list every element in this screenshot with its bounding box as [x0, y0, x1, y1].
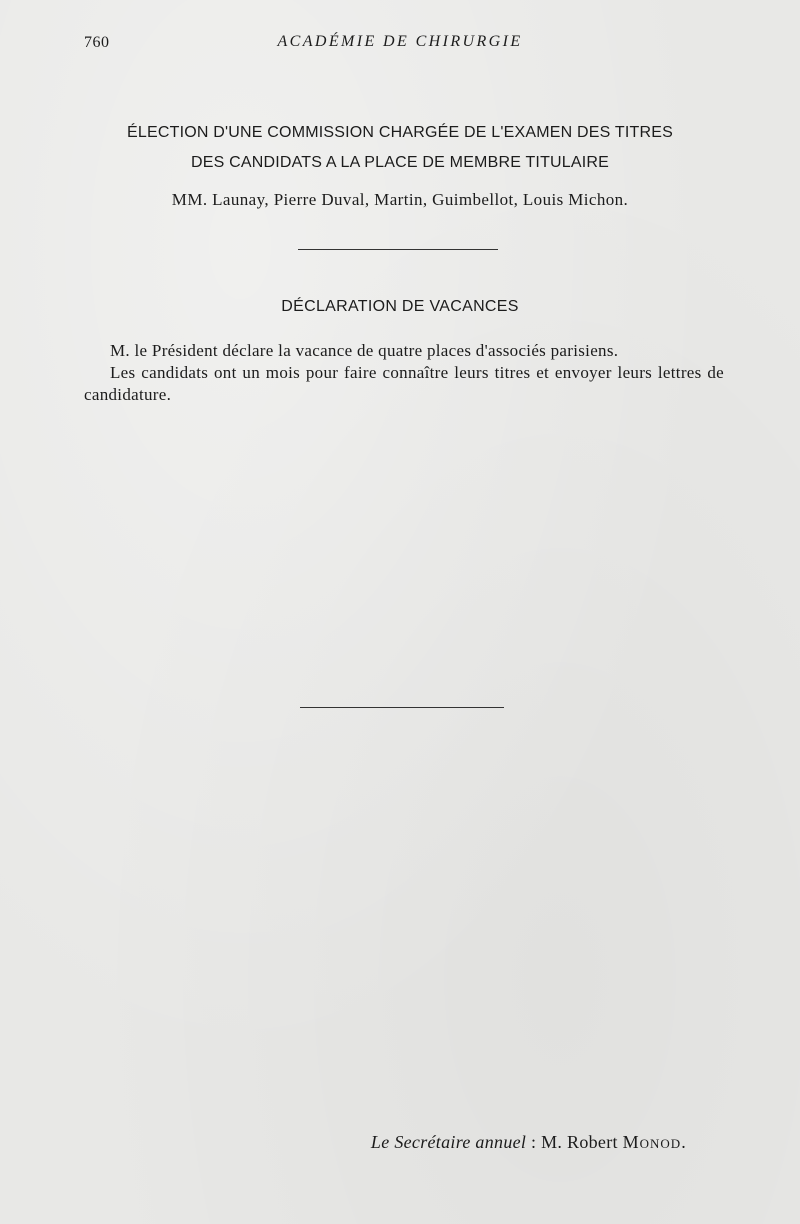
vacancies-title: DÉCLARATION DE VACANCES: [281, 298, 519, 315]
election-title-line-2: DES CANDIDATS A LA PLACE DE MEMBRE TITULAIRE: [190, 154, 610, 171]
page-number: 760: [84, 34, 110, 51]
signature: [371, 1132, 686, 1153]
vacancies-body: [84, 340, 724, 406]
signature-role: Le Secrétaire annuel: [370, 1132, 527, 1152]
signature-separator: :: [526, 1132, 542, 1152]
signature-surname: Monod: [622, 1132, 682, 1152]
commission-members: MM. Launay, Pierre Duval, Martin, Guimbellot, Louis Michon.: [171, 190, 629, 209]
section-divider: [298, 249, 498, 250]
running-head: ACADÉMIE DE CHIRURGIE: [277, 33, 523, 50]
vacancies-paragraph-1: M. le Président déclare la vacance de quatre places d'associés parisiens.: [110, 341, 619, 360]
section-divider: [300, 707, 504, 708]
vacancies-paragraph-2: Les candidats ont un mois pour faire connaître leurs titres et envoyer leurs lettres de candidature.: [84, 363, 724, 404]
election-title-line-1: ÉLECTION D'UNE COMMISSION CHARGÉE DE L'EXAMEN DES TITRES: [127, 124, 673, 141]
signature-name-prefix: M. Robert: [541, 1132, 623, 1152]
signature-end: .: [681, 1132, 686, 1152]
election-title: [80, 118, 720, 178]
